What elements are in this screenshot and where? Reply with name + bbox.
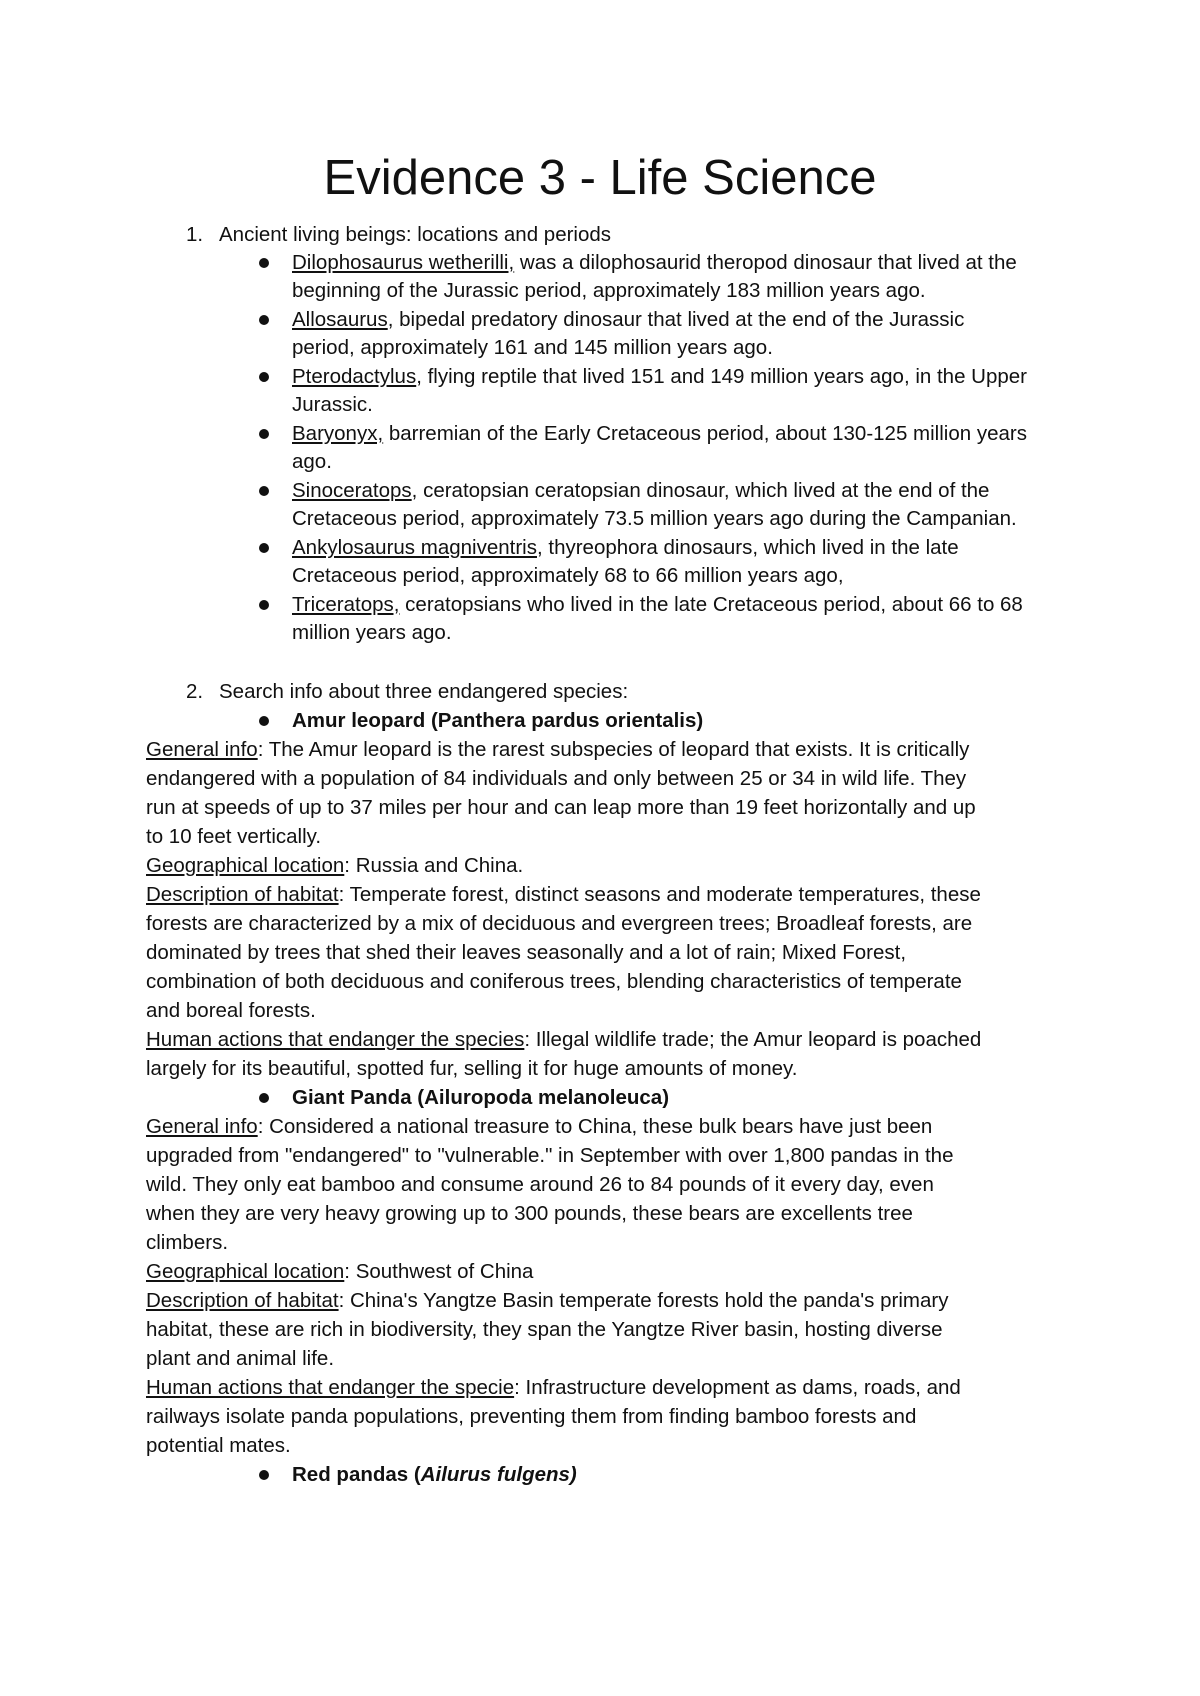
bullet-icon <box>259 1093 269 1103</box>
list-item: Allosaurus, bipedal predatory dinosaur that lived at the end of the Jurassic <box>292 308 965 331</box>
text-line: combination of both deciduous and coniferous trees, blending characteristics of temperate <box>146 970 962 993</box>
bullet-icon <box>259 372 269 382</box>
amur-geographical-location: Geographical location: Russia and China. <box>146 854 524 877</box>
section1-heading: Ancient living beings: locations and periods <box>219 223 612 246</box>
panda-general-info: General info: Considered a national treasure to China, these bulk bears have just been <box>146 1115 933 1138</box>
text-line: largely for its beautiful, spotted fur, selling it for huge amounts of money. <box>146 1057 798 1080</box>
text-line: railways isolate panda populations, preventing them from finding bamboo forests and <box>146 1405 917 1428</box>
text-line: potential mates. <box>146 1434 291 1457</box>
text-line: upgraded from "endangered" to "vulnerable." in September with over 1,800 pandas in the <box>146 1144 954 1167</box>
bullet-icon <box>259 543 269 553</box>
bullet-icon <box>259 600 269 610</box>
text-line: dominated by trees that shed their leaves seasonally and a lot of rain; Mixed Forest, <box>146 941 907 964</box>
list-item-continuation: million years ago. <box>292 621 452 644</box>
bullet-icon <box>259 1470 269 1480</box>
page-title: Evidence 3 - Life Science <box>323 151 877 205</box>
amur-habitat: Description of habitat: Temperate forest, distinct seasons and moderate temperatures, these <box>146 883 981 906</box>
bullet-icon <box>259 429 269 439</box>
text-line: run at speeds of up to 37 miles per hour and can leap more than 19 feet horizontally and up <box>146 796 976 819</box>
species-name: Sinoceratops <box>292 479 412 502</box>
species-name: Dilophosaurus wetherilli, <box>292 251 515 274</box>
section1-number: 1. <box>186 223 204 246</box>
species-name: Allosaurus <box>292 308 388 331</box>
section2-number: 2. <box>186 680 204 703</box>
list-item-continuation: beginning of the Jurassic period, approximately 183 million years ago. <box>292 279 926 302</box>
panda-geographical-location: Geographical location: Southwest of China <box>146 1260 534 1283</box>
species-heading-red-panda: Red pandas (Ailurus fulgens) <box>292 1463 577 1486</box>
species-name: Triceratops, <box>292 593 400 616</box>
species-heading-panda: Giant Panda (Ailuropoda melanoleuca) <box>292 1086 670 1109</box>
list-item: Ankylosaurus magniventris, thyreophora dinosaurs, which lived in the late <box>292 536 959 559</box>
list-item-continuation: ago. <box>292 450 332 473</box>
bullet-icon <box>259 486 269 496</box>
list-item: Baryonyx, barremian of the Early Cretaceous period, about 130-125 million years <box>292 422 1027 445</box>
text-line: when they are very heavy growing up to 300 pounds, these bears are excellents tree <box>146 1202 913 1225</box>
list-item: Sinoceratops, ceratopsian ceratopsian dinosaur, which lived at the end of the <box>292 479 990 502</box>
bullet-icon <box>259 315 269 325</box>
list-item: Pterodactylus, flying reptile that lived 151 and 149 million years ago, in the Upper <box>292 365 1028 388</box>
text-line: and boreal forests. <box>146 999 316 1022</box>
text-line: wild. They only eat bamboo and consume around 26 to 84 pounds of it every day, even <box>146 1173 934 1196</box>
amur-human-actions: Human actions that endanger the species: Illegal wildlife trade; the Amur leopard is poached <box>146 1028 982 1051</box>
list-item: Dilophosaurus wetherilli, was a dilophosaurid theropod dinosaur that lived at the <box>292 251 1017 274</box>
panda-human-actions: Human actions that endanger the specie: Infrastructure development as dams, roads, and <box>146 1376 961 1399</box>
species-heading-amur: Amur leopard (Panthera pardus orientalis) <box>292 709 704 732</box>
text-line: climbers. <box>146 1231 229 1254</box>
bullet-icon <box>259 258 269 268</box>
amur-general-info: General info: The Amur leopard is the rarest subspecies of leopard that exists. It is critically <box>146 738 970 761</box>
species-name: Ankylosaurus magniventris <box>292 536 537 559</box>
text-line: plant and animal life. <box>146 1347 335 1370</box>
species-name: Pterodactylus <box>292 365 417 388</box>
text-line: forests are characterized by a mix of deciduous and evergreen trees; Broadleaf forests, are <box>146 912 973 935</box>
panda-habitat: Description of habitat: China's Yangtze Basin temperate forests hold the panda's primary <box>146 1289 949 1312</box>
list-item-continuation: Jurassic. <box>292 393 373 416</box>
list-item: Triceratops, ceratopsians who lived in the late Cretaceous period, about 66 to 68 <box>292 593 1023 616</box>
bullet-icon <box>259 716 269 726</box>
species-name: Baryonyx, <box>292 422 384 445</box>
text-line: habitat, these are rich in biodiversity, they span the Yangtze River basin, hosting diverse <box>146 1318 943 1341</box>
list-item-continuation: Cretaceous period, approximately 73.5 million years ago during the Campanian. <box>292 507 1017 530</box>
text-line: endangered with a population of 84 individuals and only between 25 or 34 in wild life. They <box>146 767 967 790</box>
section2-heading: Search info about three endangered species: <box>219 680 629 703</box>
list-item-continuation: period, approximately 161 and 145 million years ago. <box>292 336 773 359</box>
text-line: to 10 feet vertically. <box>146 825 322 848</box>
list-item-continuation: Cretaceous period, approximately 68 to 66 million years ago, <box>292 564 844 587</box>
